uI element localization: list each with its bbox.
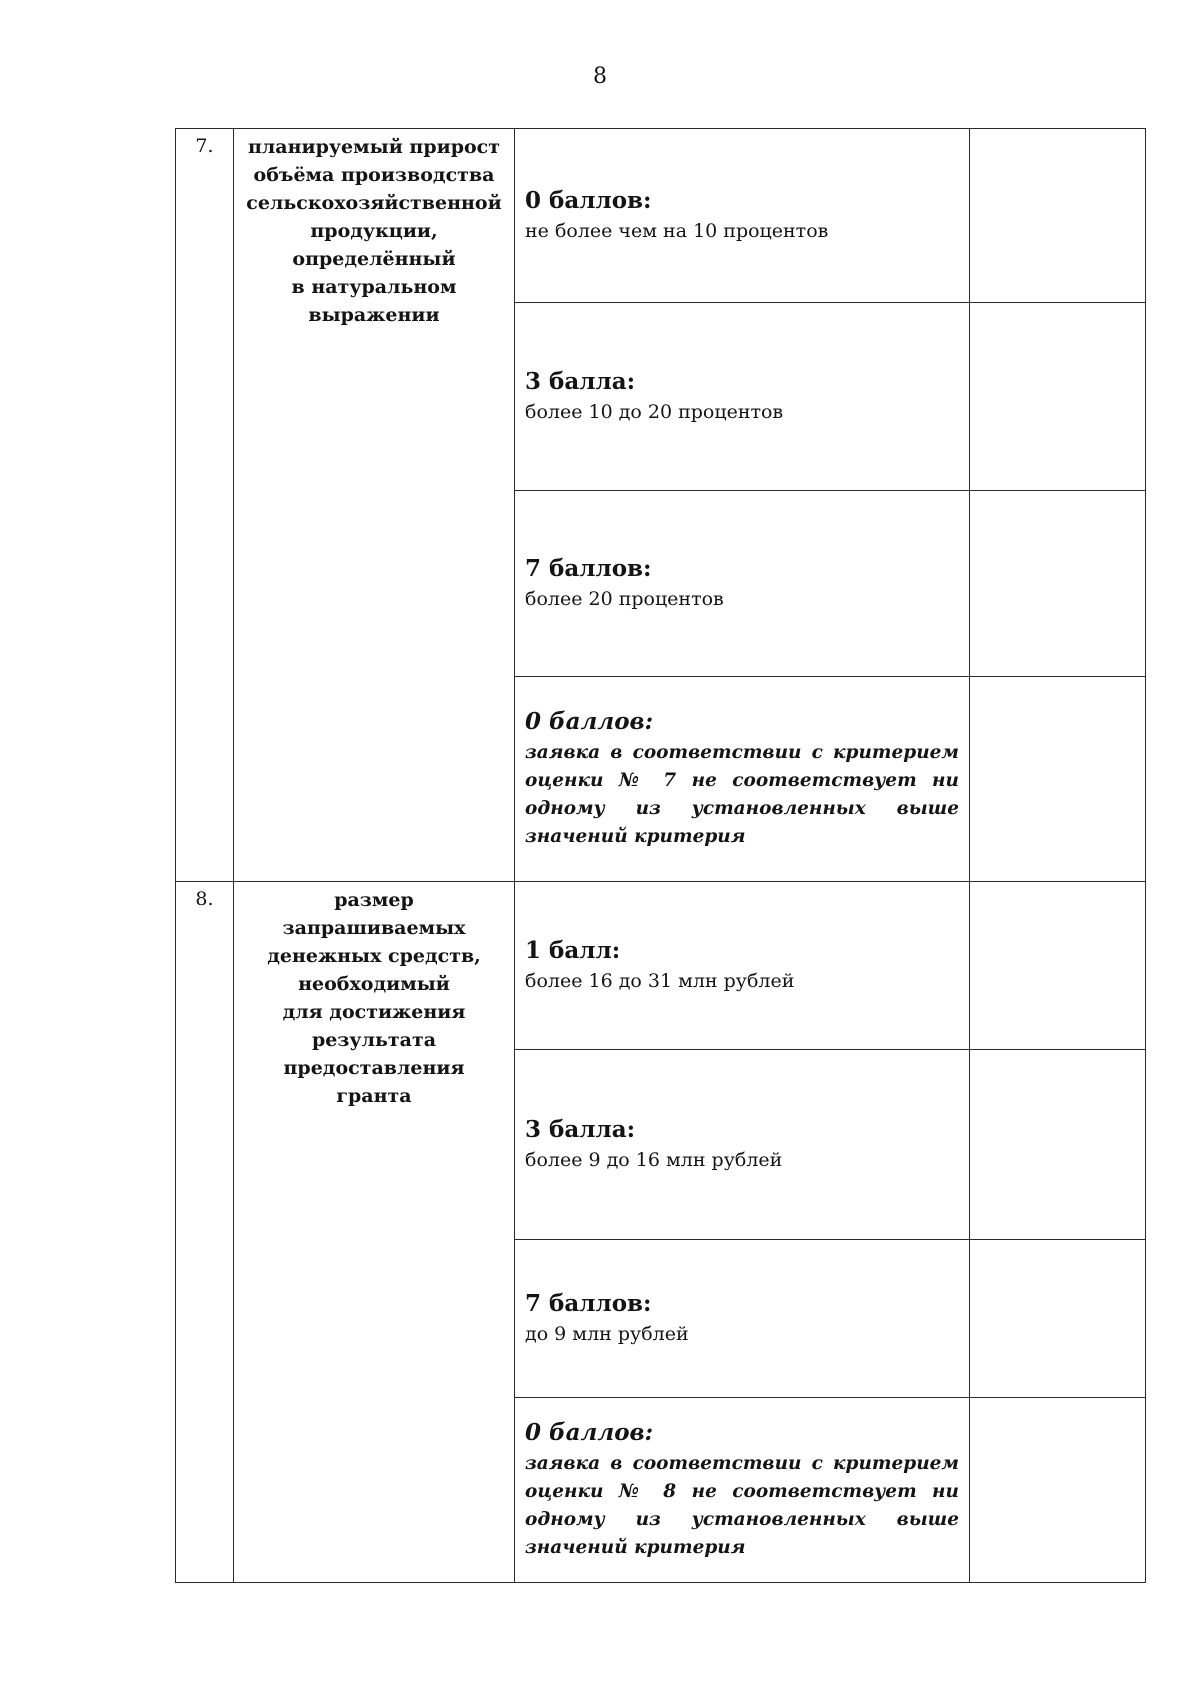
empty-cell bbox=[970, 491, 1146, 677]
score-cell bbox=[515, 1398, 970, 1583]
criterion-line: объёма производства bbox=[253, 164, 495, 186]
score-title: 0 баллов: bbox=[525, 187, 652, 214]
row-number-cell bbox=[176, 129, 234, 882]
score-description: более 16 до 31 млн рублей bbox=[525, 970, 795, 992]
criterion-line: результата bbox=[311, 1029, 437, 1051]
score-description: заявка в соответствии с критерием оценки № 8 не соответствует ни одному из установленных выше значений критерия bbox=[525, 1453, 959, 1558]
score-description: до 9 млн рублей bbox=[525, 1323, 689, 1345]
empty-cell bbox=[970, 677, 1146, 882]
criterion-line: для достижения bbox=[282, 1001, 466, 1023]
empty-cell bbox=[970, 303, 1146, 491]
score-title: 3 балла: bbox=[525, 1116, 636, 1143]
empty-cell bbox=[970, 882, 1146, 1050]
score-description: более 10 до 20 процентов bbox=[525, 401, 784, 423]
score-description: не более чем на 10 процентов bbox=[525, 220, 829, 242]
table-row bbox=[176, 129, 1146, 303]
criteria-table bbox=[175, 128, 1146, 1583]
score-cell bbox=[515, 882, 970, 1050]
criterion-line: в натуральном bbox=[291, 276, 457, 298]
criterion-line: необходимый bbox=[298, 973, 450, 995]
empty-cell bbox=[970, 1398, 1146, 1583]
score-title: 3 балла: bbox=[525, 368, 636, 395]
row-number: 8. bbox=[195, 888, 214, 910]
score-description: более 9 до 16 млн рублей bbox=[525, 1149, 783, 1171]
row-number: 7. bbox=[195, 135, 214, 157]
score-description: более 20 процентов bbox=[525, 588, 724, 610]
score-cell bbox=[515, 129, 970, 303]
score-description: заявка в соответствии с критерием оценки № 7 не соответствует ни одному из установленных выше значений критерия bbox=[525, 742, 959, 847]
criterion-line: денежных средств, bbox=[267, 945, 481, 967]
score-cell bbox=[515, 1240, 970, 1398]
criterion-line: определённый bbox=[292, 248, 456, 270]
criterion-line: выражении bbox=[308, 304, 440, 326]
table-row bbox=[176, 882, 1146, 1050]
score-title: 7 баллов: bbox=[525, 1290, 652, 1317]
score-title: 7 баллов: bbox=[525, 555, 652, 582]
score-title: 0 баллов: bbox=[525, 1419, 654, 1446]
page-number: 8 bbox=[593, 64, 607, 89]
score-title: 1 балл: bbox=[525, 937, 621, 964]
score-title: 0 баллов: bbox=[525, 708, 654, 735]
score-cell bbox=[515, 303, 970, 491]
criterion-cell bbox=[234, 129, 515, 882]
score-cell bbox=[515, 491, 970, 677]
criterion-line: продукции, bbox=[310, 220, 438, 242]
empty-cell bbox=[970, 129, 1146, 303]
criterion-cell bbox=[234, 882, 515, 1583]
empty-cell bbox=[970, 1050, 1146, 1240]
criterion-line: запрашиваемых bbox=[282, 917, 466, 939]
row-number-cell bbox=[176, 882, 234, 1583]
score-cell bbox=[515, 1050, 970, 1240]
criterion-line: планируемый прирост bbox=[248, 136, 500, 158]
criterion-line: размер bbox=[334, 889, 414, 911]
empty-cell bbox=[970, 1240, 1146, 1398]
criterion-line: предоставления гранта bbox=[283, 1057, 465, 1107]
score-cell bbox=[515, 677, 970, 882]
criterion-line: сельскохозяйственной bbox=[246, 192, 502, 214]
